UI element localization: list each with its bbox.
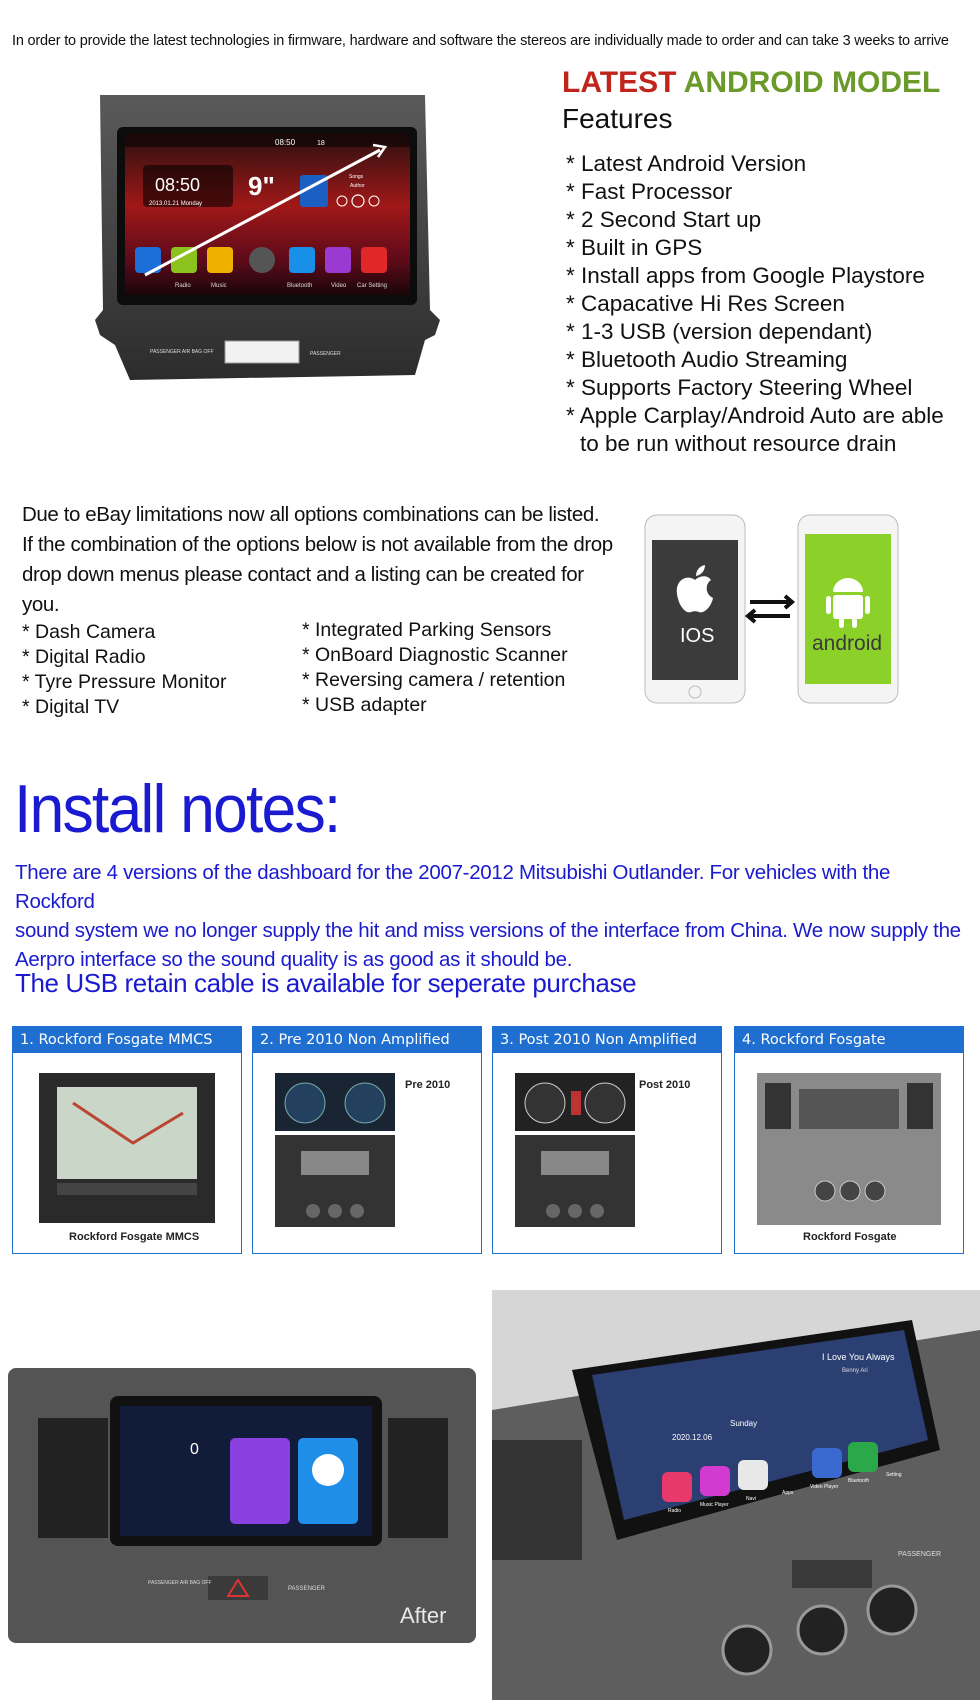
unit-panel-left: PASSENGER AIR BAG OFF [150,349,214,355]
photo2-artist: Benny Ari [842,1368,868,1374]
version-panel-caption: Post 2010 [639,1079,691,1091]
screen-music-artist: Author [350,183,365,189]
install-notes-title: Install notes: [14,771,340,847]
option-item: * Reversing camera / retention [302,669,566,691]
ebay-note-line: drop down menus please contact and a listing can be created for you. [22,563,584,616]
features-heading: Features [562,103,673,134]
feature-item: * Latest Android Version [566,151,807,176]
installed-photo-angle [492,1290,980,1700]
screen-status-num: 18 [317,140,325,147]
version-panel-2 [252,1026,482,1254]
rockford-fosgate-image [735,1053,963,1253]
photo2-date: 2020.12.06 [672,1433,713,1442]
photo1-dial: 0 [190,1441,199,1458]
ios-label: IOS [680,625,715,647]
photo2-song: I Love You Always [822,1352,895,1362]
photo2-app-music: Music Player [700,1502,729,1508]
heading-android-model: ANDROID MODEL [683,66,941,99]
version-panel-caption: Rockford Fosgate MMCS [69,1231,200,1243]
model-heading [562,66,940,100]
feature-item: * Install apps from Google Playstore [566,263,925,288]
screen-app-music: Music [211,283,227,289]
rockford-mmcs-image [13,1053,241,1253]
ebay-note [22,500,622,620]
feature-item: * 2 Second Start up [566,207,762,232]
feature-item: * Apple Carplay/Android Auto are able [566,403,944,428]
feature-item: * Capacative Hi Res Screen [566,291,845,316]
feature-item: * 1-3 USB (version dependant) [566,319,873,344]
android-label: android [812,632,883,655]
install-notes-text [15,858,975,974]
version-panel-4 [734,1026,964,1254]
option-item: * Digital Radio [22,646,146,668]
screen-size: 9" [248,171,275,201]
screen-status-time: 08:50 [275,138,296,147]
feature-item: * Bluetooth Audio Streaming [566,347,848,372]
feature-item: * Supports Factory Steering Wheel [566,375,913,400]
version-panel-title: 3. Post 2010 Non Amplified [493,1027,721,1053]
version-panel-3 [492,1026,722,1254]
screen-music-label: Songs [349,174,364,180]
option-item: * Tyre Pressure Monitor [22,671,227,693]
screen-date: 2013.01.21 Monday [149,201,203,207]
options-list-right [302,618,568,718]
swap-arrows-icon [748,596,792,622]
screen-clock: 08:50 [155,175,201,195]
install-notes-line: sound system we no longer supply the hit and miss versions of the interface from China. We now supply the [15,919,961,942]
photo2-app-apps: Apps [782,1490,794,1496]
screen-app-radio: Radio [175,283,191,289]
version-panel-title: 4. Rockford Fosgate [735,1027,963,1053]
photo2-app-radio: Radio [668,1508,682,1514]
screen-app-video: Video [331,283,347,289]
feature-item: * Built in GPS [566,235,703,260]
features-list [566,150,976,458]
option-item: * OnBoard Diagnostic Scanner [302,644,568,666]
option-item: * Integrated Parking Sensors [302,619,552,641]
version-panel-title: 1. Rockford Fosgate MMCS [13,1027,241,1053]
usb-cable-note: The USB retain cable is available for seperate purchase [15,968,637,998]
screen-app-bluetooth: Bluetooth [287,283,313,289]
feature-item: * Fast Processor [566,179,733,204]
version-panel-caption: Rockford Fosgate [803,1231,897,1243]
ios-android-image [640,510,910,710]
version-panel-1 [12,1026,242,1254]
photo2-day: Sunday [730,1419,758,1428]
option-item: * USB adapter [302,694,427,716]
photo2-app-bluetooth: Bluetooth [848,1478,870,1484]
photo2-app-video: Video Player [810,1484,839,1490]
version-panel-title: 2. Pre 2010 Non Amplified [253,1027,481,1053]
version-panel-caption: Pre 2010 [405,1079,451,1091]
photo2-app-setting: Setting [886,1472,902,1478]
heading-latest: LATEST [562,66,677,99]
install-notes-line: Aerpro interface so the sound quality is as good as it should be. [15,948,573,971]
photo2-panel: PASSENGER [898,1551,942,1558]
order-notice: In order to provide the latest technologies in firmware, hardware and software the stereos are individually made to order and can take 3 weeks to arrive [12,33,949,49]
options-list-left [22,620,226,720]
unit-panel-right: PASSENGER [310,351,341,357]
screen-app-setting: Car Setting [357,283,388,289]
option-item: * Dash Camera [22,621,156,643]
photo1-panel-right: PASSENGER [288,1586,325,1592]
feature-item: to be run without resource drain [580,431,897,456]
install-notes-line: There are 4 versions of the dashboard for the 2007-2012 Mitsubishi Outlander. For vehicles with the Rockford [15,861,891,913]
ebay-note-line: Due to eBay limitations now all options combinations can be listed. [22,503,600,526]
photo2-app-navi: Navi [746,1496,757,1502]
photo1-panel-left: PASSENGER AIR BAG OFF [148,1580,212,1586]
ebay-note-line: If the combination of the options below is not available from the drop [22,533,613,556]
option-item: * Digital TV [22,696,120,718]
after-label: After [400,1603,447,1628]
stereo-unit-image [95,95,465,425]
installed-photo-after [8,1368,476,1643]
